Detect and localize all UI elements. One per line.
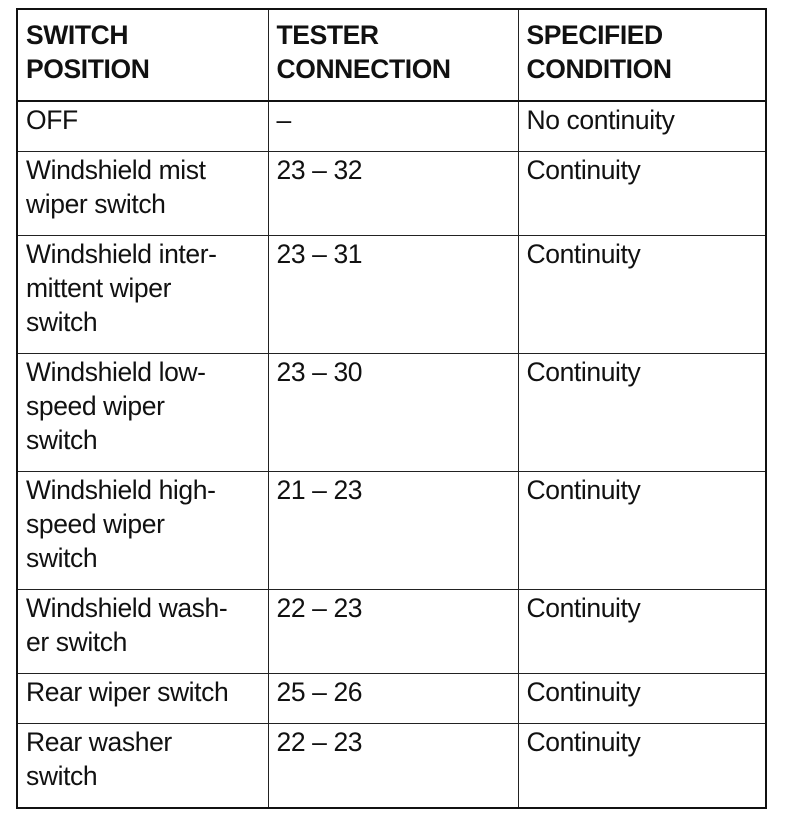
cell-tester-connection: 22 – 23 — [268, 590, 518, 674]
header-specified-condition: SPECIFIED CONDITION — [518, 9, 766, 101]
header-switch-position: SWITCH POSITION — [17, 9, 268, 101]
cell-specified-condition: Continuity — [518, 674, 766, 724]
cell-specified-condition: Continuity — [518, 152, 766, 236]
table-row — [17, 724, 766, 809]
cell-tester-connection: 22 – 23 — [268, 724, 518, 809]
table-row — [17, 101, 766, 152]
cell-switch-position: OFF — [17, 101, 268, 152]
cell-specified-condition: Continuity — [518, 472, 766, 590]
table-row — [17, 590, 766, 674]
cell-switch-position: Rear wiper switch — [17, 674, 268, 724]
cell-switch-position: Windshield wash- er switch — [17, 590, 268, 674]
cell-tester-connection: – — [268, 101, 518, 152]
header-tester-connection: TESTER CONNECTION — [268, 9, 518, 101]
cell-switch-position: Windshield low- speed wiper switch — [17, 354, 268, 472]
cell-specified-condition: No continuity — [518, 101, 766, 152]
cell-switch-position: Windshield inter- mittent wiper switch — [17, 236, 268, 354]
table-row — [17, 674, 766, 724]
table-row — [17, 152, 766, 236]
cell-switch-position: Rear washer switch — [17, 724, 268, 809]
cell-switch-position: Windshield mist wiper switch — [17, 152, 268, 236]
switch-inspection-table — [16, 8, 767, 809]
table-row — [17, 236, 766, 354]
cell-tester-connection: 21 – 23 — [268, 472, 518, 590]
cell-specified-condition: Continuity — [518, 724, 766, 809]
cell-tester-connection: 23 – 32 — [268, 152, 518, 236]
cell-specified-condition: Continuity — [518, 236, 766, 354]
cell-tester-connection: 23 – 31 — [268, 236, 518, 354]
table-row — [17, 354, 766, 472]
cell-tester-connection: 23 – 30 — [268, 354, 518, 472]
table-header-row — [17, 9, 766, 101]
cell-switch-position: Windshield high- speed wiper switch — [17, 472, 268, 590]
cell-specified-condition: Continuity — [518, 590, 766, 674]
cell-specified-condition: Continuity — [518, 354, 766, 472]
cell-tester-connection: 25 – 26 — [268, 674, 518, 724]
table-row — [17, 472, 766, 590]
